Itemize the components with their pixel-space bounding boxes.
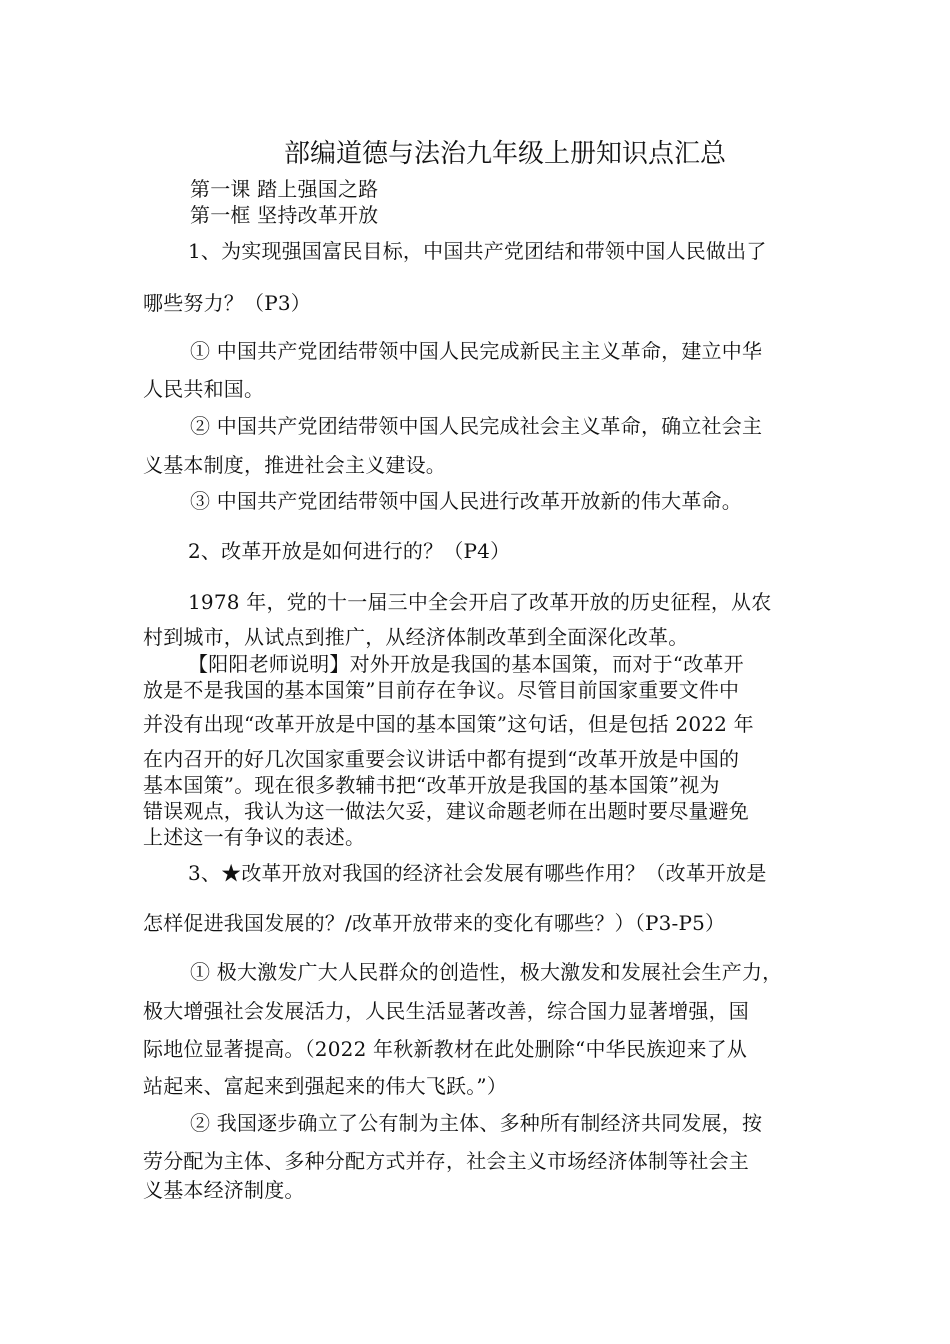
note-line-2: 放是不是我国的基本国策”目前存在争议。尽管目前国家重要文件中 (143, 678, 740, 702)
answer-3-item-1-line-3: 际地位显著提高。（2022 年秋新教材在此处删除“中华民族迎来了从 (143, 1037, 748, 1061)
answer-3-item-2-line-2: 劳分配为主体、多种分配方式并存，社会主义市场经济体制等社会主 (143, 1149, 749, 1173)
answer-1-item-3: ③ 中国共产党团结带领中国人民进行改革开放新的伟大革命。 (190, 489, 742, 513)
answer-1-item-2-line-2: 义基本制度，推进社会主义建设。 (143, 453, 446, 477)
answer-3-item-2-line-3: 义基本经济制度。 (143, 1178, 305, 1202)
question-2: 2、改革开放是如何进行的？（P4） (188, 539, 511, 563)
answer-3-item-1-line-4: 站起来、富起来到强起来的伟大飞跃。”） (143, 1074, 508, 1098)
answer-2-line-1: 1978 年，党的十一届三中全会开启了改革开放的历史征程，从农 (188, 590, 772, 614)
lesson-heading: 第一课 踏上强国之路 (190, 177, 379, 201)
answer-1-item-1-line-1: ① 中国共产党团结带领中国人民完成新民主主义革命，建立中华 (190, 339, 763, 363)
answer-1-item-1-line-2: 人民共和国。 (143, 377, 265, 401)
note-line-1: 【阳阳老师说明】对外开放是我国的基本国策，而对于“改革开 (188, 652, 744, 676)
note-line-3: 并没有出现“改革开放是中国的基本国策”这句话，但是包括 2022 年 (143, 712, 754, 736)
note-line-6: 错误观点，我认为这一做法欠妥，建议命题老师在出题时要尽量避免 (143, 799, 749, 823)
answer-2-line-2: 村到城市，从试点到推广，从经济体制改革到全面深化改革。 (143, 625, 689, 649)
answer-1-item-2-line-1: ② 中国共产党团结带领中国人民完成社会主义革命，确立社会主 (190, 414, 763, 438)
document-title: 部编道德与法治九年级上册知识点汇总 (283, 139, 726, 169)
section-heading: 第一框 坚持改革开放 (190, 203, 379, 227)
note-line-4: 在内召开的好几次国家重要会议讲话中都有提到“改革开放是中国的 (143, 747, 740, 771)
answer-3-item-1-line-2: 极大增强社会发展活力，人民生活显著改善，综合国力显著增强，国 (143, 999, 749, 1023)
question-1-line-1: 1、为实现强国富民目标，中国共产党团结和带领中国人民做出了 (188, 239, 767, 263)
note-line-7: 上述这一有争议的表述。 (143, 825, 366, 849)
question-3-line-1: 3、★改革开放对我国的经济社会发展有哪些作用？（改革开放是 (188, 861, 767, 885)
answer-3-item-1-line-1: ① 极大激发广大人民群众的创造性，极大激发和发展社会生产力， (190, 960, 783, 984)
note-line-5: 基本国策”。现在很多教辅书把“改革开放是我国的基本国策”视为 (143, 773, 720, 797)
question-1-line-2: 哪些努力？（P3） (143, 291, 311, 315)
answer-3-item-2-line-1: ② 我国逐步确立了公有制为主体、多种所有制经济共同发展，按 (190, 1111, 763, 1135)
question-3-line-2: 怎样促进我国发展的？/改革开放带来的变化有哪些？）（P3-P5） (143, 911, 726, 935)
